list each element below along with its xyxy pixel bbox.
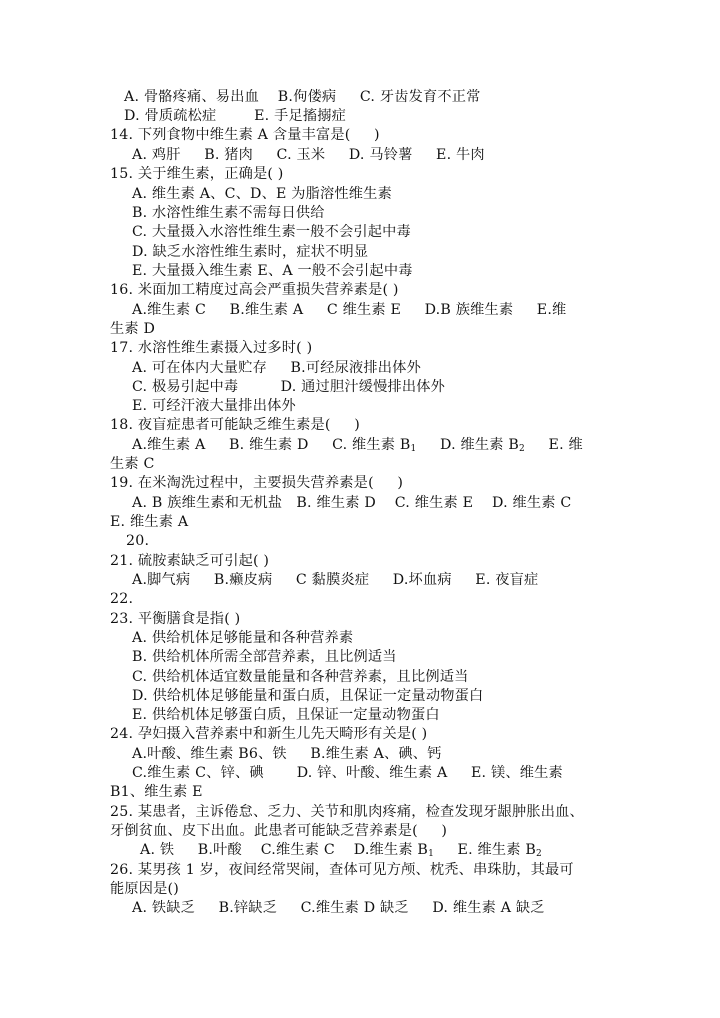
text-line: E. 供给机体足够蛋白质，且保证一定量动物蛋白 <box>132 707 440 723</box>
question-22: 22. <box>110 591 134 607</box>
text-line: D. 缺乏水溶性维生素时，症状不明显 <box>132 244 369 260</box>
text-line: B. 供给机体所需全部营养素，且比例适当 <box>132 649 397 665</box>
text-line: A. 鸡肝 B. 猪肉 C. 玉米 D. 马铃薯 E. 牛肉 <box>132 147 485 163</box>
question-25: 25. 某患者，主诉倦怠、乏力、关节和肌肉疼痛，检查发现牙龈肿胀出血、 <box>110 804 584 820</box>
text-line: A. 可在体内大量贮存 B.可经尿液排出体外 <box>132 360 421 376</box>
text-line: E. 大量摄入维生素 E、A 一般不会引起中毒 <box>132 263 413 279</box>
text-line: B1、维生素 E <box>110 784 203 800</box>
question-21: 21. 硫胺素缺乏可引起( ) <box>110 553 270 569</box>
text-line: 生素 C <box>110 456 155 472</box>
text-line: A. B 族维生素和无机盐 B. 维生素 D C. 维生素 E D. 维生素 C <box>132 495 572 511</box>
text-line: D. 骨质疏松症 E. 手足搐搦症 <box>124 108 347 124</box>
text-line: C.维生素 C、锌、碘 D. 锌、叶酸、维生素 A E. 镁、维生素 <box>132 765 563 781</box>
text-line: E. 维生素 A <box>110 514 189 530</box>
question-20: 20. <box>126 533 150 549</box>
question-24: 24. 孕妇摄入营养素中和新生儿先天畸形有关是( ) <box>110 726 428 742</box>
text-line: C. 大量摄入水溶性维生素一般不会引起中毒 <box>132 224 411 240</box>
text-line: A. 骨骼疼痛、易出血 B.佝偻病 C. 牙齿发育不正常 <box>124 89 481 105</box>
text-line: A.维生素 A B. 维生素 D C. 维生素 $B_1$ D. 维生素 $B_2$ E. 维 <box>132 437 583 454</box>
text-line: A. 铁缺乏 B.锌缺乏 C.维生素 D 缺乏 D. 维生素 A 缺乏 <box>132 900 545 916</box>
text-line: B. 水溶性维生素不需每日供给 <box>132 205 325 221</box>
text-line: 牙倒贫血、皮下出血。此患者可能缺乏营养素是( ) <box>110 823 448 839</box>
question-19: 19. 在米淘洗过程中，主要损失营养素是( ) <box>110 475 404 491</box>
text-line: C. 极易引起中毒 D. 通过胆汁缓慢排出体外 <box>132 379 446 395</box>
question-14: 14. 下列食物中维生素 A 含量丰富是( ) <box>110 127 380 143</box>
question-23: 23. 平衡膳食是指( ) <box>110 611 241 627</box>
text-line: 生素 D <box>110 321 156 337</box>
question-16: 16. 米面加工精度过高会严重损失营养素是( ) <box>110 282 399 298</box>
question-15: 15. 关于维生素，正确是( ) <box>110 166 284 182</box>
question-17: 17. 水溶性维生素摄入过多时( ) <box>110 340 313 356</box>
question-26: 26. 某男孩 1 岁，夜间经常哭闹，查体可见方颅、枕秃、串珠肋，其最可 <box>110 862 574 878</box>
text-line: 能原因是() <box>110 881 180 897</box>
text-line: A. 供给机体足够能量和各种营养素 <box>132 630 354 646</box>
text-line: D. 供给机体足够能量和蛋白质，且保证一定量动物蛋白 <box>132 688 484 704</box>
text-line: A. 维生素 A、C、D、E 为脂溶性维生素 <box>132 186 392 202</box>
question-18: 18. 夜盲症患者可能缺乏维生素是( ) <box>110 417 360 433</box>
text-line: A.脚气病 B.癞皮病 C 黏膜炎症 D.坏血病 E. 夜盲症 <box>132 572 539 588</box>
text-line: A.叶酸、维生素 B6、铁 B.维生素 A、碘、钙 <box>132 746 442 762</box>
text-line: E. 可经汗液大量排出体外 <box>132 398 296 414</box>
text-line: A. 铁 B.叶酸 C.维生素 C D.维生素 $B_1$ E. 维生素 $B_2$ <box>140 842 542 859</box>
text-line: C. 供给机体适宜数量能量和各种营养素，且比例适当 <box>132 669 469 685</box>
text-line: A.维生素 C B.维生素 A C 维生素 E D.B 族维生素 E.维 <box>132 302 567 318</box>
